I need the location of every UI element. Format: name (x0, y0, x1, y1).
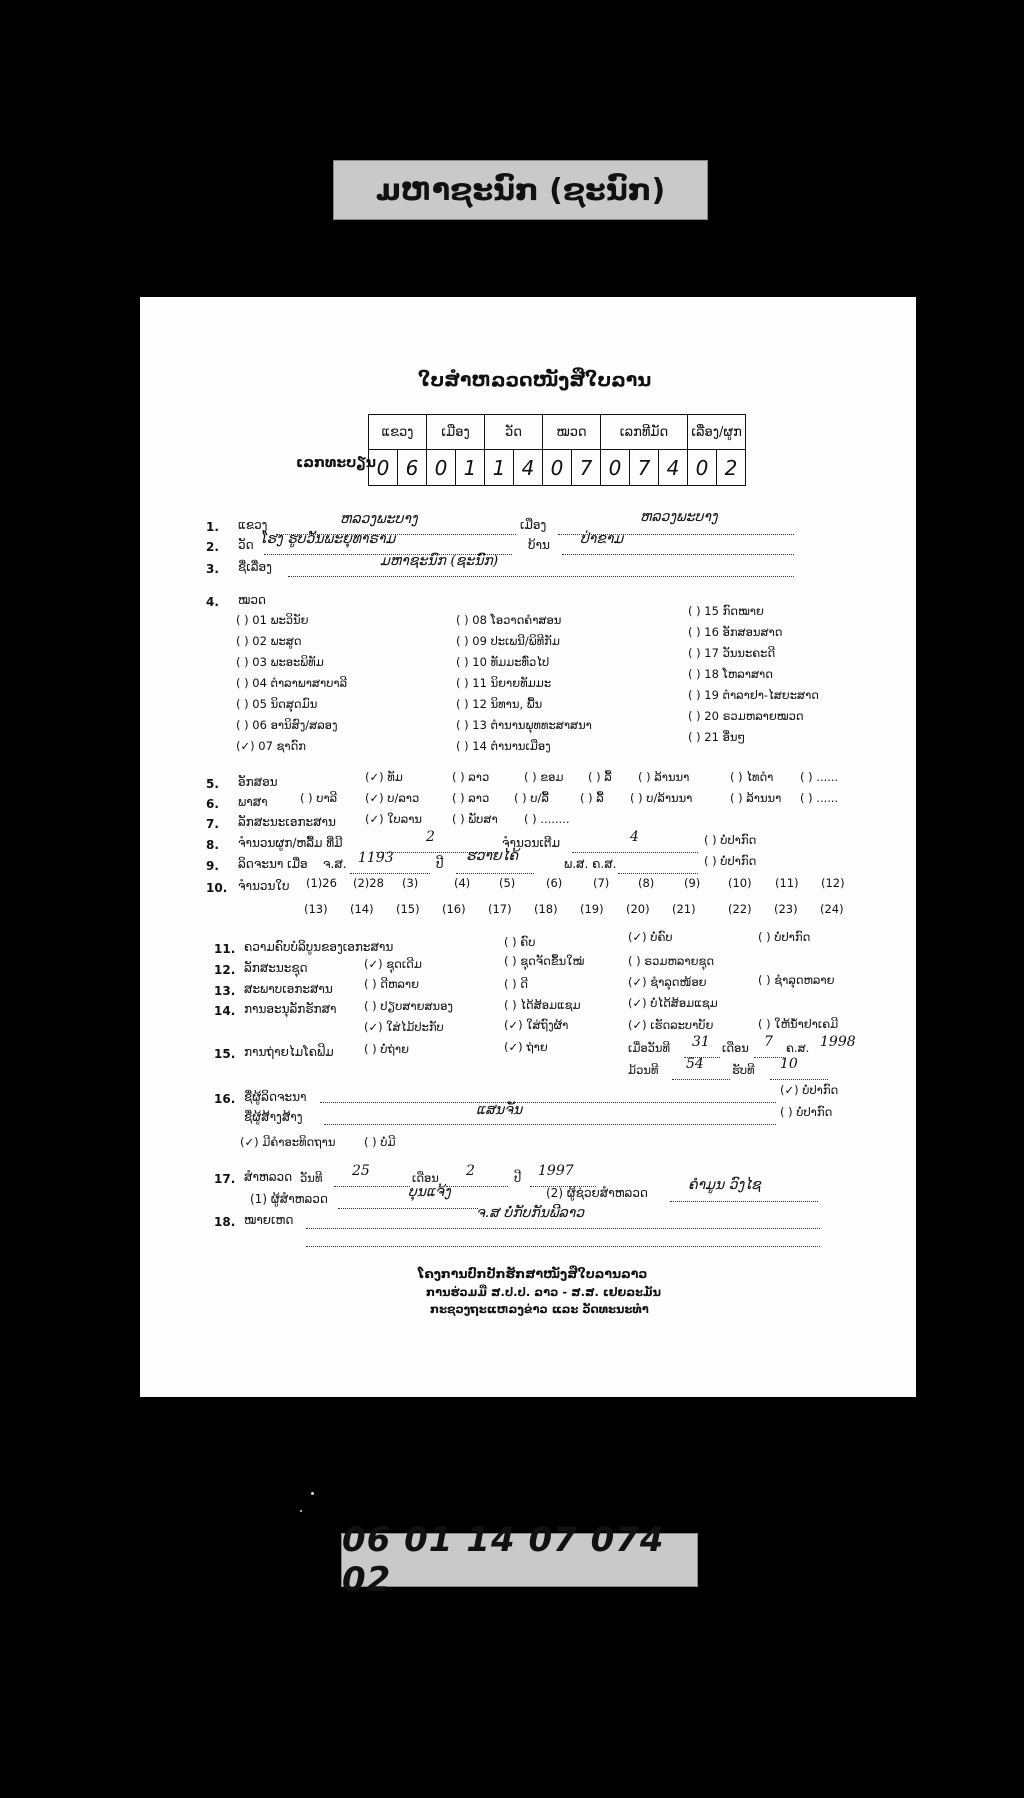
leaf-count-cell: (16) (442, 902, 466, 916)
story-title-label: ຊື່ເລື່ອງ (238, 560, 272, 574)
temple-label: ວັດ (238, 538, 254, 552)
code-digit: 0 (688, 450, 717, 486)
microfilm-option: ( ) ບໍ່ຖ່າຍ (364, 1042, 409, 1056)
category-option: ( ) 12 ນິທານ, ພື້ນ (456, 697, 543, 711)
fill-line (562, 553, 794, 555)
ministry-line: ກະຊວງຖະແຫລງຂ່າວ ແລະ ວັດທະນະທຳ (430, 1302, 649, 1316)
language-label: ພາສາ (238, 795, 268, 809)
code-header: ເມືອງ (427, 415, 485, 450)
condition-label: ສະພາບເອກະສານ (244, 982, 333, 996)
year-name-value: ຮວາຍໄຄ້ (466, 848, 519, 864)
code-digit: 6 (398, 450, 427, 486)
completeness-option-checked: (✓) ບໍ່ຄົບ (628, 930, 673, 944)
leaf-count-cell: (18) (534, 902, 558, 916)
fill-line (288, 575, 794, 577)
row-number: 5. (206, 777, 219, 791)
leaf-count-cell: (1)26 (306, 876, 337, 890)
code-digit: 1 (485, 450, 514, 486)
row-number: 6. (206, 797, 219, 811)
leaf-count-cell: (15) (396, 902, 420, 916)
survey-form (140, 297, 916, 1397)
leaf-count-cell: (8) (638, 876, 655, 890)
fill-line (334, 1185, 410, 1187)
leaf-count-cell: (24) (820, 902, 844, 916)
be-ce-era-label: ພ.ສ. ຄ.ສ. (564, 857, 617, 871)
row-number: 17. (214, 1172, 236, 1186)
leaf-count-cell: (7) (593, 876, 610, 890)
leaf-count-cell: (19) (580, 902, 604, 916)
code-digit: 2 (717, 450, 746, 486)
assistant-label: (2) ຜູ້ຊ່ວຍສຳຫລວດ (546, 1186, 648, 1200)
leaf-count-cell: (20) (626, 902, 650, 916)
leaf-count-cell: (22) (728, 902, 752, 916)
conservation-option-checked: (✓) ໃສ່ຖົງຜ້າ (504, 1018, 569, 1032)
code-label-text: 06 01 14 07 074 02 (342, 1520, 665, 1600)
row-number: 16. (214, 1092, 236, 1106)
code-digit: 7 (572, 450, 601, 486)
script-option-checked: (✓) ທັມ (365, 770, 403, 784)
document-type-option-checked: (✓) ໃບລານ (365, 812, 422, 826)
leaf-count-label: ຈຳນວນໃບ (238, 879, 290, 893)
category-option: ( ) 15 ກົດໝາຍ (688, 604, 764, 618)
category-option: ( ) 20 ຣວມຫລາຍໝວດ (688, 709, 804, 723)
row-number: 18. (214, 1215, 236, 1229)
code-digit: 4 (514, 450, 543, 486)
category-option: ( ) 21 ອື່ນໆ (688, 730, 746, 744)
script-option: ( ) ລ້ານນາ (638, 770, 690, 784)
row-number: 14. (214, 1004, 236, 1018)
microfilm-frame-label: ຮັບທີ (732, 1063, 755, 1077)
microfilm-roll-value: 54 (686, 1056, 704, 1072)
category-option: ( ) 05 ນິດສຸດມົນ (236, 697, 318, 711)
conservation-option: ( ) ໄດ້ສ້ອມແຊມ (504, 998, 581, 1012)
row-number: 2. (206, 540, 219, 554)
fascicle-count-label: ຈຳນວນຜູກ/ຫລື້ມ ທີ່ມີ (238, 836, 343, 850)
remarks-label: ໝາຍເຫດ (244, 1213, 294, 1227)
fill-line (572, 851, 698, 853)
conservation-option-checked: (✓) ໃສ່ໄມ້ປະກັບ (364, 1020, 444, 1034)
cs-year-value: 1193 (358, 850, 394, 866)
script-option: ( ) ...... (800, 770, 839, 784)
category-option: ( ) 16 ອັກສອນສາດ (688, 625, 783, 639)
survey-month-value: 2 (466, 1163, 475, 1179)
leaf-count-cell: (13) (304, 902, 328, 916)
code-header-row (369, 415, 746, 450)
code-digit-row (369, 450, 746, 486)
fill-line (306, 1245, 820, 1247)
survey-month-label: ເດືອນ (412, 1171, 439, 1185)
dedication-option-checked: (✓) ມີຄຳອະທິດຖານ (240, 1135, 336, 1149)
leaf-count-cell: (21) (672, 902, 696, 916)
code-digit: 0 (427, 450, 456, 486)
script-label: ອັກສອນ (238, 775, 278, 789)
temple-value: ໂຮງ ຮູບວັນພະຍຸທາຣາມ (260, 531, 396, 547)
code-digit: 0 (543, 450, 572, 486)
completeness-option: ( ) ບໍ່ປາກົດ (758, 930, 811, 944)
conservation-label: ການອະນຸລັກຮັກສາ (244, 1002, 337, 1016)
fill-line (320, 1101, 776, 1103)
language-option: ( ) ລື້ (580, 791, 604, 805)
leaf-count-cell: (9) (684, 876, 701, 890)
completeness-label: ຄວາມຄົບບໍລິບູນຂອງເອກະສານ (244, 940, 394, 954)
language-option: ( ) ລາວ (452, 791, 490, 805)
conservation-option-checked: (✓) ບໍ່ໄດ້ສ້ອມແຊມ (628, 996, 718, 1010)
written-date-label: ລິດຈະນາ ເມື່ອ (238, 857, 308, 871)
category-option: ( ) 18 ໂຫລາສາດ (688, 667, 773, 681)
leaf-count-cell: (6) (546, 876, 563, 890)
category-option: ( ) 01 ພະວິນັຍ (236, 613, 309, 627)
condition-option: ( ) ດີຫລາຍ (364, 977, 419, 991)
sponsor-value: ແສນຈັນ (476, 1102, 523, 1118)
set-type-option: ( ) ຣວມຫລາຍຊຸດ (628, 954, 715, 968)
set-type-label: ລັກສະນະຊຸດ (244, 961, 308, 975)
title-label-strip (333, 160, 708, 220)
document-type-option: ( ) ພັບສາ (452, 812, 498, 826)
code-digit: 1 (456, 450, 485, 486)
microfilm-label: ການຖ່າຍໄມໂຄຟິມ (244, 1045, 334, 1059)
survey-year-label: ປີ (514, 1171, 522, 1185)
leaf-count-cell: (11) (775, 876, 799, 890)
row-number: 10. (206, 881, 228, 895)
dedication-option: ( ) ບໍ່ມີ (364, 1135, 396, 1149)
code-header: ໝວດ (543, 415, 601, 450)
condition-option: ( ) ຊຳລຸດຫລາຍ (758, 973, 835, 987)
sponsor-label: ຊື່ຜູ້ສ້າງສ້າງ (244, 1110, 303, 1124)
language-option: ( ) ບ/ລື້ (514, 791, 549, 805)
registry-code-table (368, 414, 746, 486)
microfilm-month-label: ເດືອນ (722, 1041, 749, 1055)
province-label: ແຂວງ (238, 518, 268, 532)
conservation-option: ( ) ໃຫ້ນ້ຳຢາເຄມີ (758, 1017, 839, 1031)
microfilm-date-label: ເມື່ອວັນທີ (628, 1041, 671, 1055)
category-option: ( ) 04 ຕຳລາພາສາບາລີ (236, 676, 348, 690)
fill-line (350, 872, 430, 874)
leaf-count-cell: (5) (499, 876, 516, 890)
row-number: 8. (206, 838, 219, 852)
cs-era-label: ຈ.ສ. (323, 857, 347, 871)
microfilm-ce-label: ຄ.ສ. (786, 1041, 810, 1055)
row-number: 11. (214, 942, 236, 956)
row-number: 9. (206, 859, 219, 873)
script-option: ( ) ຂອມ (524, 770, 564, 784)
village-value: ປ່າຂາມ (580, 531, 624, 547)
row-number: 1. (206, 520, 219, 534)
completeness-option: ( ) ຄົບ (504, 935, 536, 949)
category-option: ( ) 06 ອານິສົງ/ສລອງ (236, 718, 338, 732)
remarks-value: ຈ.ສ ບໍ່ກັບກັນພີລາວ (476, 1205, 585, 1221)
microfilm-day-value: 31 (692, 1034, 710, 1050)
leaf-count-cell: (2)28 (353, 876, 384, 890)
survey-year-value: 1997 (538, 1163, 574, 1179)
scribe-label: ຊື່ຜູ້ລິດຈະນາ (244, 1090, 307, 1104)
condition-option: ( ) ດີ (504, 977, 528, 991)
fill-line (324, 1123, 776, 1125)
code-header: ວັດ (485, 415, 543, 450)
row-number: 7. (206, 817, 219, 831)
registry-label: ເລກທະບຽນ (296, 455, 376, 471)
leaf-count-cell: (4) (454, 876, 471, 890)
code-header: ເລກທີມັດ (601, 415, 688, 450)
language-option: ( ) ບ/ລ້ານນາ (630, 791, 693, 805)
story-title-value: ມຫາຊະນົກ (ຊະນົກ) (380, 553, 499, 569)
category-option: ( ) 09 ປະເພນີ/ພິທີກັມ (456, 634, 560, 648)
leaf-count-cell: (12) (821, 876, 845, 890)
count-not-apparent-option: ( ) ບໍ່ປາກົດ (704, 833, 757, 847)
form-title: ໃບສຳຫລວດໜັງສືໃບລານ (418, 369, 652, 391)
leaf-count-cell: (23) (774, 902, 798, 916)
row-number: 12. (214, 963, 236, 977)
original-count-value: 4 (630, 829, 639, 845)
province-value: ຫລວງພະບາງ (340, 511, 418, 527)
code-label-strip (341, 1520, 698, 1600)
category-option: ( ) 17 ວັນນະຄະດີ (688, 646, 776, 660)
scribe-not-apparent-option: (✓) ບໍ່ປາກົດ (780, 1083, 839, 1097)
date-not-apparent-option: ( ) ບໍ່ປາກົດ (704, 854, 757, 868)
category-option: ( ) 19 ຕຳລາຢາ-ໄສຍະສາດ (688, 688, 819, 702)
condition-option-checked: (✓) ຊຳລຸດໜ້ອຍ (628, 975, 707, 989)
script-option: ( ) ໄທດຳ (730, 770, 774, 784)
fill-line (446, 1185, 508, 1187)
row-number: 4. (206, 595, 219, 609)
leaf-count-cell: (14) (350, 902, 374, 916)
assistant-value: ຄຳມູນ ວົງໄຊ (688, 1177, 761, 1193)
document-type-label: ລັກສະນະເອກະສານ (238, 815, 336, 829)
category-label: ໝວດ (238, 593, 266, 607)
surveyor-value: ບຸນແຈ້ງ (408, 1184, 451, 1200)
document-type-option: ( ) ........ (524, 812, 570, 826)
project-name: ໂຄງການປົກປັກຮັກສາໜັງສືໃບລານລາວ (418, 1266, 648, 1281)
district-label: ເມືອງ (520, 518, 547, 532)
leaf-count-cell: (10) (728, 876, 752, 890)
category-option: ( ) 08 ໂອວາດຄຳສອນ (456, 613, 562, 627)
microfilm-frame-value: 10 (780, 1056, 798, 1072)
language-option: ( ) ລ້ານນາ (730, 791, 782, 805)
code-header: ເລື່ອງ/ຜູກ (688, 415, 746, 450)
microfilm-ce-value: 1998 (820, 1034, 856, 1050)
leaf-count-cell: (3) (402, 876, 419, 890)
fill-line (770, 1078, 828, 1080)
survey-day-value: 25 (352, 1163, 370, 1179)
original-count-label: ຈຳນວນເຕີມ (502, 836, 561, 850)
category-option: ( ) 11 ນິຍາຍທັມມະ (456, 676, 552, 690)
language-option: ( ) ບາລີ (300, 791, 338, 805)
fill-line (670, 1200, 818, 1202)
conservation-option-checked: (✓) ເຮັດລະບາບັຍ (628, 1018, 714, 1032)
title-label-text: ມຫາຊະນົກ (ຊະນົກ) (375, 172, 666, 208)
set-type-option: ( ) ຊຸດຈັດຂຶ້ນໃໝ່ (504, 954, 585, 968)
category-option: ( ) 02 ພະສູດ (236, 634, 302, 648)
fill-line (306, 1227, 820, 1229)
year-name-label: ປີ (436, 857, 444, 871)
microfilm-roll-label: ມ້ວນທີ (628, 1063, 659, 1077)
fill-line (338, 1207, 478, 1209)
sponsor-not-apparent-option: ( ) ບໍ່ປາກົດ (780, 1105, 833, 1119)
code-digit: 4 (659, 450, 688, 486)
language-option: ( ) ...... (800, 791, 839, 805)
fill-line (456, 872, 534, 874)
microfilm-month-value: 7 (764, 1034, 773, 1050)
survey-day-label: ວັນທີ (300, 1171, 323, 1185)
category-option: ( ) 14 ຕຳນານເມືອງ (456, 739, 551, 753)
survey-label: ສຳຫລວດ (244, 1170, 293, 1184)
code-digit: 0 (369, 450, 398, 486)
scan-speck (311, 1492, 314, 1495)
microfilm-option-checked: (✓) ຖ່າຍ (504, 1040, 548, 1054)
fill-line (618, 872, 698, 874)
category-option: ( ) 13 ຕຳນານພຸທທະສາສນາ (456, 718, 592, 732)
category-option: ( ) 10 ທັມມະທົ່ວໄປ (456, 655, 550, 669)
district-value: ຫລວງພະບາງ (640, 509, 718, 525)
category-option: ( ) 03 ພະອະພິທັມ (236, 655, 324, 669)
set-type-option-checked: (✓) ຊຸດເດີມ (364, 957, 422, 971)
script-option: ( ) ລາວ (452, 770, 490, 784)
surveyor-label: (1) ຜູ້ສຳຫລວດ (250, 1192, 328, 1206)
script-option: ( ) ລື້ (588, 770, 612, 784)
conservation-option: ( ) ປຽບສາຍສນອງ (364, 999, 453, 1013)
leaf-count-cell: (17) (488, 902, 512, 916)
fill-line (672, 1078, 730, 1080)
code-header: ແຂວງ (369, 415, 427, 450)
row-number: 15. (214, 1047, 236, 1061)
category-option-checked: (✓) 07 ຊາດົກ (236, 739, 307, 753)
village-label: ບ້ານ (528, 538, 550, 552)
language-option-checked: (✓) ບ/ລາວ (365, 791, 420, 805)
scan-speck (300, 1510, 302, 1512)
code-digit: 0 (601, 450, 630, 486)
row-number: 13. (214, 984, 236, 998)
fascicle-count-value: 2 (426, 829, 435, 845)
code-digit: 7 (630, 450, 659, 486)
row-number: 3. (206, 562, 219, 576)
cooperation-line: ການຮ່ວມມື ສ.ປ.ປ. ລາວ - ສ.ສ. ເຢຍລະມັນ (426, 1285, 662, 1299)
